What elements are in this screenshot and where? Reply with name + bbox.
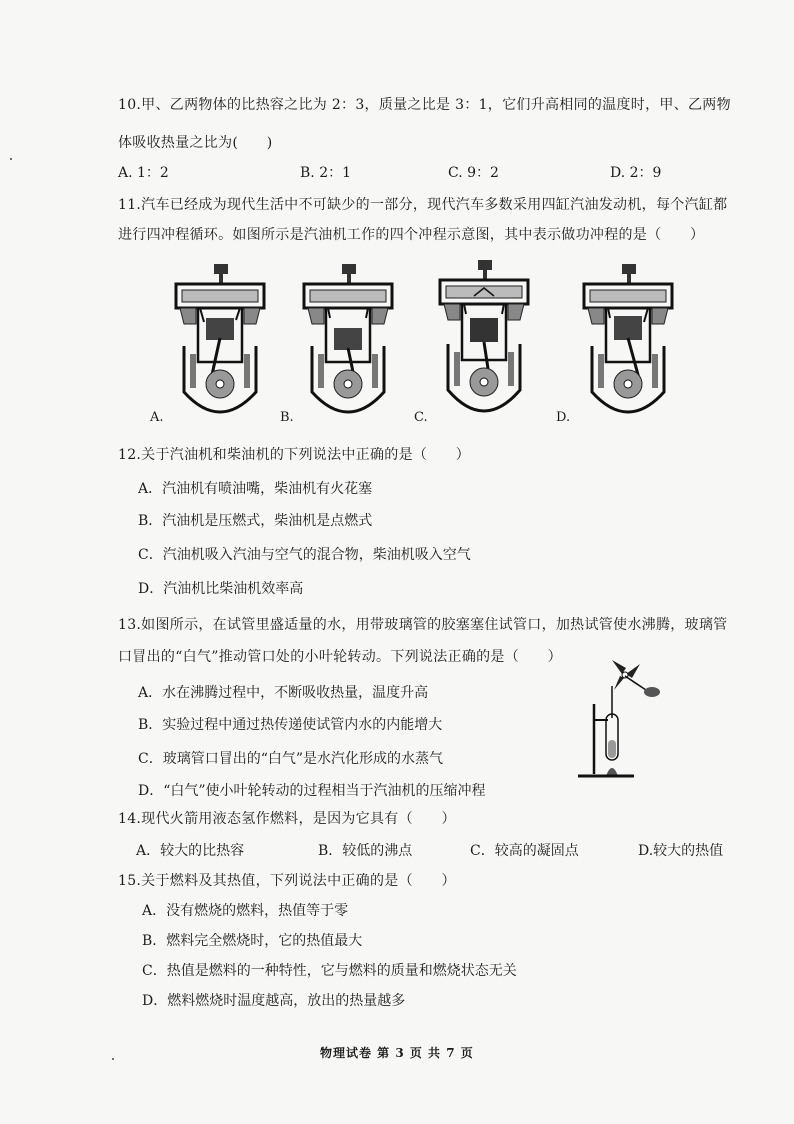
q12-option-a: A．汽油机有喷油嘴，柴油机有火花塞 [138,481,373,497]
q15-option-a: A．没有燃烧的燃料，热值等于零 [142,903,349,919]
q13-option-c: C．玻璃管口冒出的“白气”是水汽化形成的水蒸气 [138,751,444,767]
engine-diagram-d [578,262,678,422]
figure-label-c: C. [414,410,428,425]
q10-stem-line2: 体吸收热量之比为( ) [118,135,273,151]
q10-option-d: D. 2：9 [610,165,662,181]
q14-option-d: D.较大的热值 [638,843,724,859]
engine-diagram-b [298,262,398,422]
q13-stem-line2: 口冒出的“白气”推动管口处的小叶轮转动。下列说法正确的是（ ） [118,649,562,665]
q13-option-d: D．“白气”使小叶轮转动的过程相当于汽油机的压缩冲程 [138,783,486,799]
q11-stem-line2: 进行四冲程循环。如图所示是汽油机工作的四个冲程示意图，其中表示做功冲程的是（ ） [118,227,705,243]
page-footer: 物理试卷 第 3 页 共 7 页 [320,1046,474,1060]
q10-option-a: A. 1：2 [118,165,169,181]
q12-option-b: B．汽油机是压燃式，柴油机是点燃式 [138,513,373,529]
scan-speck [112,1058,114,1060]
q12-option-c: C．汽油机吸入汽油与空气的混合物，柴油机吸入空气 [138,547,471,563]
q13-option-b: B．实验过程中通过热传递使试管内水的内能增大 [138,717,443,733]
q10-option-b: B. 2：1 [300,165,352,181]
q14-option-c: C．较高的凝固点 [470,843,579,859]
test-tube-apparatus-diagram [574,656,674,782]
figure-label-a: A. [150,410,164,425]
q10-option-c: C. 9：2 [448,165,499,181]
q15-stem: 15.关于燃料及其热值，下列说法中正确的是（ ） [118,873,456,889]
q15-option-d: D．燃料燃烧时温度越高，放出的热量越多 [142,993,406,1009]
q11-stem-line1: 11.汽车已经成为现代生活中不可缺少的一部分，现代汽车多数采用四缸汽油发动机，每个汽缸都 [118,197,728,213]
q14-option-a: A．较大的比热容 [136,843,245,859]
q15-option-b: B．燃料完全燃烧时，它的热值最大 [142,933,363,949]
q13-stem-line1: 13.如图所示，在试管里盛适量的水，用带玻璃管的胶塞塞住试管口，加热试管使水沸腾，玻璃管 [118,617,728,633]
q12-stem: 12.关于汽油机和柴油机的下列说法中正确的是（ ） [118,447,471,463]
scan-speck [10,158,12,160]
q15-option-c: C．热值是燃料的一种特性，它与燃料的质量和燃烧状态无关 [142,963,517,979]
q14-option-b: B．较低的沸点 [318,843,413,859]
engine-diagram-c [434,258,534,422]
engine-diagram-a [170,262,270,422]
figure-label-d: D. [556,410,571,425]
q14-stem: 14.现代火箭用液态氢作燃料，是因为它具有（ ） [118,811,456,827]
q12-option-d: D．汽油机比柴油机效率高 [138,581,304,597]
q13-option-a: A．水在沸腾过程中，不断吸收热量，温度升高 [138,685,429,701]
figure-label-b: B. [280,410,294,425]
q10-stem-line1: 10.甲、乙两物体的比热容之比为 2：3，质量之比是 3：1，它们升高相同的温度时，甲、乙两物 [118,97,731,113]
